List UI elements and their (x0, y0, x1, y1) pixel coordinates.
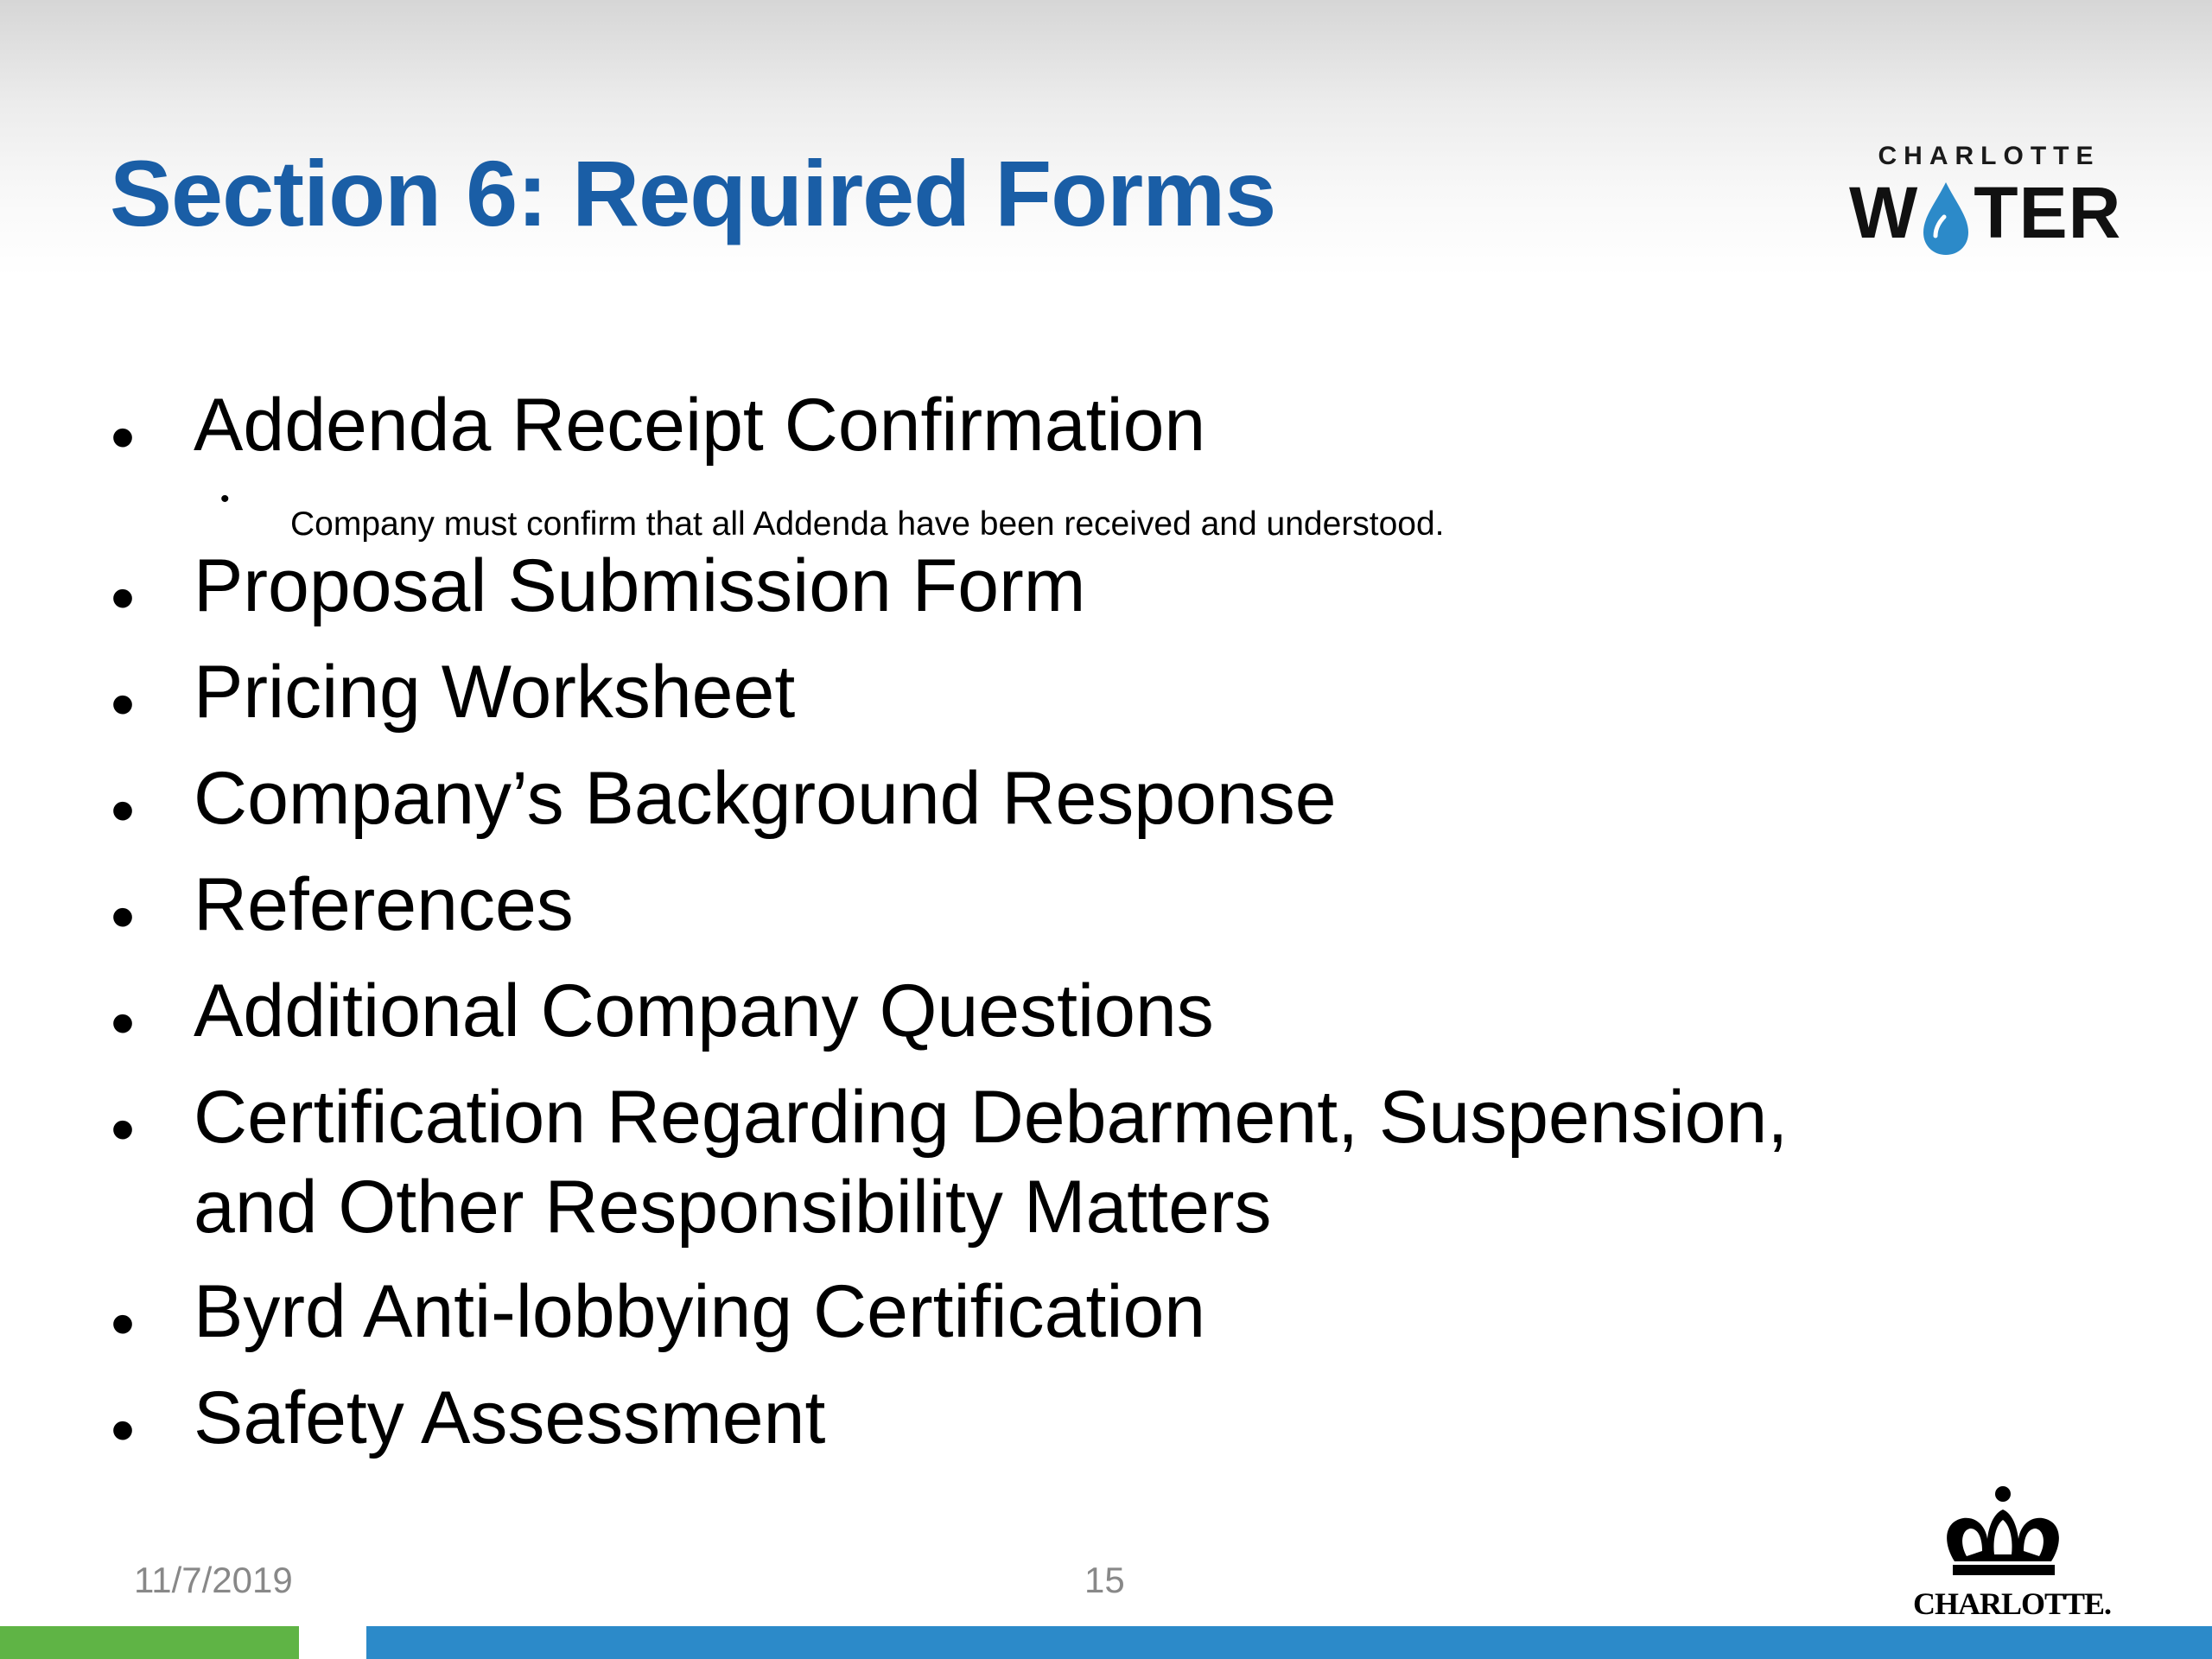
logo-ter-letters: TER (1974, 172, 2122, 253)
bullet-dot: • (111, 1285, 136, 1362)
sub-bullet-text: Company must confirm that all Addenda have been received and understood. (290, 505, 1445, 543)
bullet-text: Byrd Anti-lobbying Certification (194, 1270, 1206, 1353)
water-drop-icon (1918, 179, 1974, 257)
footer-bar-green (0, 1626, 299, 1659)
bullet-text: Pricing Worksheet (194, 651, 796, 734)
footer-bar-blue (366, 1626, 2212, 1659)
logo-w-letter: W (1849, 172, 1919, 253)
bullet-dot: • (111, 984, 136, 1061)
bullet-dot: • (111, 1090, 136, 1167)
bullet-dot: • (220, 485, 230, 513)
bullet-dot: • (111, 772, 136, 849)
bullet-text: Additional Company Questions (194, 969, 1214, 1052)
logo-water-wordmark (1849, 172, 2122, 257)
charlotte-water-logo (1840, 138, 2122, 268)
logo-charlotte-wordmark: CHARLOTTE. (1913, 1586, 2112, 1621)
bullet-dot: • (111, 559, 136, 636)
page-number: 15 (1084, 1560, 1125, 1600)
crown-icon (1901, 1482, 2117, 1586)
bullet-text: Safety Assessment (194, 1376, 826, 1459)
bullet-dot: • (111, 878, 136, 955)
bullet-text: and Other Responsibility Matters (194, 1166, 1272, 1249)
bullet-text: Addenda Receipt Confirmation (194, 384, 1206, 467)
bullet-dot: • (111, 1391, 136, 1468)
bullet-dot: • (111, 665, 136, 742)
logo-charlotte-text: CHARLOTTE (1878, 142, 2101, 170)
footer-date: 11/7/2019 (134, 1560, 293, 1600)
bullet-text: Proposal Submission Form (194, 544, 1086, 627)
bullet-text: Certification Regarding Debarment, Suspension, (194, 1076, 1789, 1159)
bullet-text: Company’s Background Response (194, 757, 1337, 840)
slide-title: Section 6: Required Forms (110, 141, 1276, 245)
bullet-text: References (194, 863, 574, 946)
bullet-dot: • (111, 398, 136, 475)
charlotte-crown-logo (1901, 1482, 2117, 1620)
